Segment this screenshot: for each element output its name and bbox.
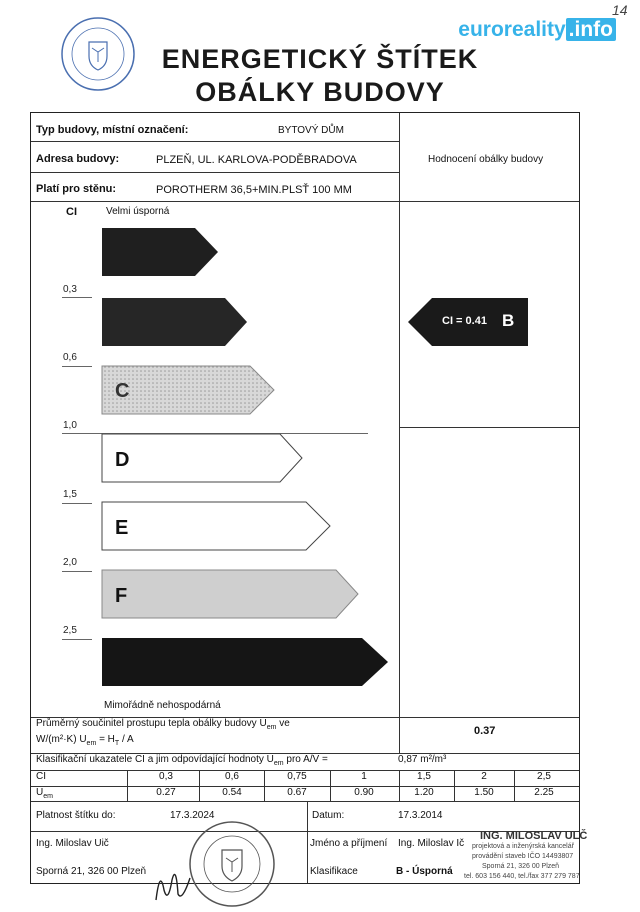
- avg-formula: W/(m²·K) $U_{em} = H_T / A$: [36, 734, 134, 747]
- table-ci-label: CI: [36, 771, 46, 782]
- author-address: Sporná 21, 326 00 Plzeň: [36, 866, 147, 877]
- classif-footer-label: Klasifikace: [310, 866, 358, 877]
- classif-label: Klasifikační ukazatele CI a jim odpovídající hodnoty $U_{em}$ pro A/V =: [36, 754, 328, 767]
- date-label: Datum:: [312, 810, 345, 821]
- address-label: Adresa budovy:: [36, 153, 120, 165]
- stamp-line3: Sporná 21, 326 00 Plzeň: [482, 863, 560, 870]
- assessment-label: Hodnocení obálky budovy: [428, 154, 544, 165]
- watermark-tld: .info: [566, 18, 616, 41]
- stamp-line4: tel. 603 156 440, tel./fax 377 279 787: [464, 873, 580, 880]
- stamp-line1: projektová a inženýrská kancelář: [472, 843, 574, 850]
- class-letter-d: D: [115, 449, 130, 471]
- tick-1-5: 1,5: [63, 489, 77, 500]
- tick-1-0: 1,0: [63, 420, 77, 431]
- class-letter-c: C: [115, 380, 130, 402]
- type-label: Typ budovy, místní označení:: [36, 124, 189, 136]
- class-letter-e: E: [115, 517, 129, 539]
- tick-0-6: 0,6: [63, 352, 77, 363]
- address-value: PLZEŇ, UL. KARLOVA-PODĚBRADOVA: [156, 154, 357, 166]
- arrow-f: [102, 570, 358, 618]
- table-uem-cell: 0.27: [156, 787, 176, 798]
- tick-2-5: 2,5: [63, 625, 77, 636]
- table-ci-cell: 2: [481, 771, 487, 782]
- watermark-logo: [458, 18, 616, 42]
- arrow-d: [102, 434, 302, 482]
- classif-footer-value: B - Úsporná: [396, 866, 453, 877]
- watermark-brand: euroreality: [458, 18, 566, 41]
- avg-label: Průměrný součinitel prostupu tepla obálky budovy $U_{em}$ ve: [36, 718, 290, 731]
- table-uem-cell: 0.90: [354, 787, 374, 798]
- arrow-a: [102, 228, 218, 276]
- wall-value: POROTHERM 36,5+MIN.PLSŤ 100 MM: [156, 184, 352, 196]
- table-ci-cell: 2,5: [537, 771, 551, 782]
- name-value: Ing. Miloslav Ič: [398, 838, 465, 849]
- label-title-line1: ENERGETICKÝ ŠTÍTEK: [161, 44, 479, 74]
- table-uem-cell: 1.50: [474, 787, 494, 798]
- date-value: 17.3.2014: [398, 810, 443, 821]
- stamp-name: ING. MILOSLAV ULČ: [480, 830, 588, 842]
- result-class: B: [502, 311, 515, 330]
- av-value: 0,87 m²/m³: [398, 754, 447, 765]
- stamp-line2: provádění staveb IČO 14493807: [472, 853, 574, 860]
- table-uem-cell: 2.25: [534, 787, 554, 798]
- table-uem-cell: 1.20: [414, 787, 434, 798]
- name-label: Jméno a příjmení: [310, 838, 388, 849]
- energy-class-arrows: [100, 226, 392, 712]
- validity-value: 17.3.2024: [170, 810, 215, 821]
- arrow-e: [102, 502, 330, 550]
- tick-2-0: 2,0: [63, 557, 77, 568]
- arrow-g: [102, 638, 388, 686]
- table-uem-label: $U_{em}$: [36, 787, 53, 800]
- type-value: BYTOVÝ DŮM: [278, 125, 344, 136]
- arrow-b: [102, 298, 247, 346]
- author-name: Ing. Miloslav Uič: [36, 838, 109, 849]
- table-ci-cell: 0,3: [159, 771, 173, 782]
- tick-0-3: 0,3: [63, 284, 77, 295]
- bottom-label: Mimořádně nehospodárná: [104, 700, 221, 711]
- signature-icon: [150, 860, 200, 906]
- page-number: 14: [612, 2, 628, 18]
- table-uem-cell: 0.67: [287, 787, 307, 798]
- ci-axis-label: CI: [66, 206, 77, 218]
- table-ci-cell: 1: [361, 771, 367, 782]
- table-ci-cell: 0,75: [287, 771, 307, 782]
- table-uem-cell: 0.54: [222, 787, 242, 798]
- label-title-line2: OBÁLKY BUDOVY: [195, 77, 445, 107]
- wall-label: Platí pro stěnu:: [36, 183, 117, 195]
- avg-value: 0.37: [474, 725, 496, 737]
- table-ci-cell: 1,5: [417, 771, 431, 782]
- table-ci-cell: 0,6: [225, 771, 239, 782]
- result-ci: CI = 0.41: [442, 315, 487, 327]
- top-label: Velmi úsporná: [106, 206, 170, 217]
- validity-label: Platnost štítku do:: [36, 810, 116, 821]
- class-letter-f: F: [115, 585, 128, 607]
